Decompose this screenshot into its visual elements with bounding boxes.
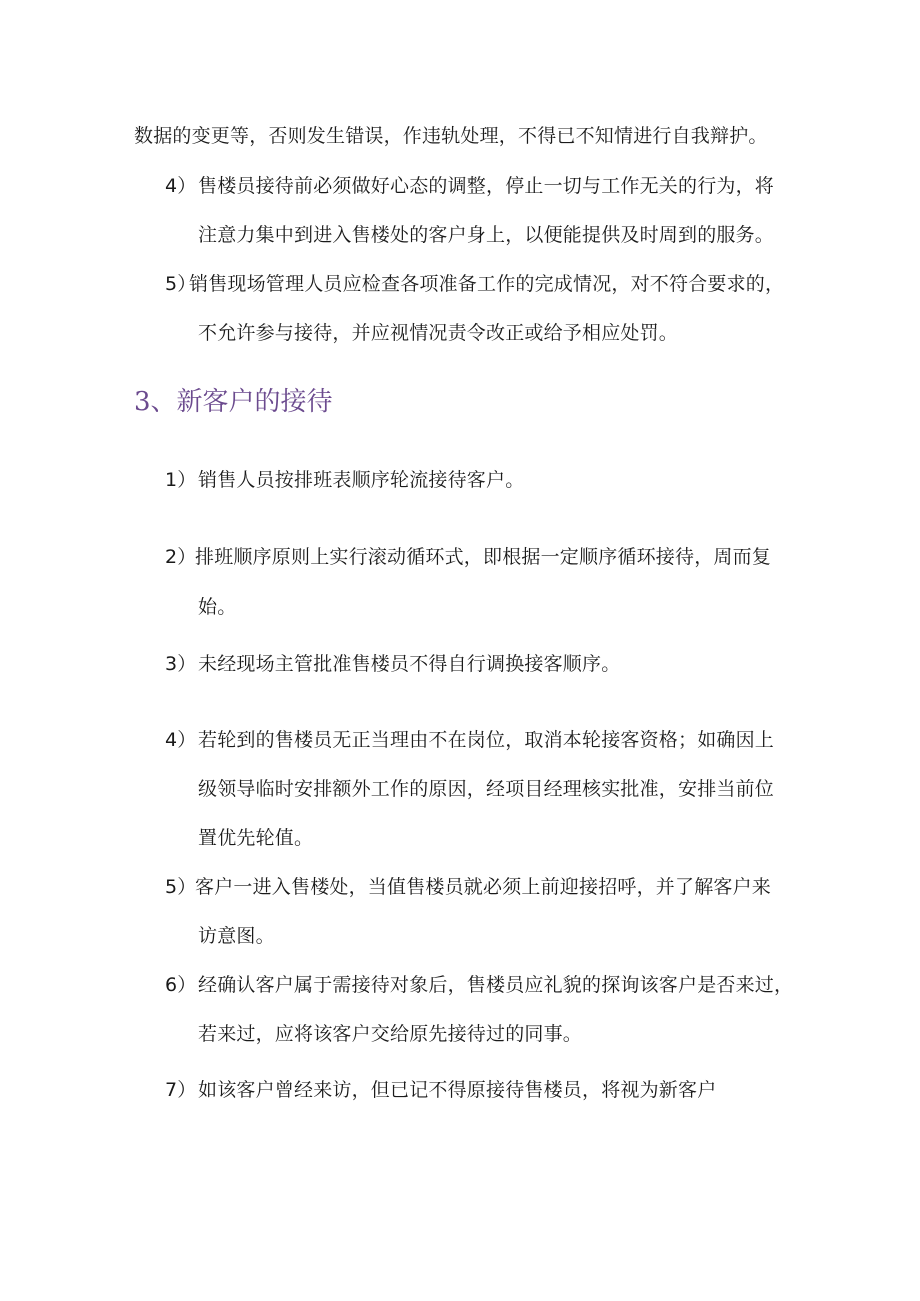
list-item [165, 466, 524, 494]
item-text: 售楼员接待前必须做好心态的调整，停止一切与工作无关的行为，将 [198, 175, 775, 197]
item-text: 不允许参与接待，并应视情况责令改正或给予相应处罚。 [198, 322, 679, 344]
item-number: 1） [165, 469, 197, 491]
item-text: 若来过，应将该客户交给原先接待过的同事。 [198, 1023, 583, 1045]
item-text: 访意图。 [198, 925, 275, 947]
list-item-continuation [198, 922, 275, 950]
list-item-continuation [198, 593, 236, 621]
item-text: 销售现场管理人员应检查各项准备工作的完成情况，对不符合要求的， [189, 273, 785, 295]
list-item-continuation [198, 824, 313, 852]
item-text: 级领导临时安排额外工作的原因，经项目经理核实批准，安排当前位 [198, 778, 775, 800]
paragraph-continuation [134, 122, 768, 150]
item-number: 4） [165, 175, 197, 197]
continuation-text: 数据的变更等，否则发生错误，作违轨处理，不得已不知情进行自我辩护。 [134, 125, 768, 147]
item-text: 未经现场主管批准售楼员不得自行调换接客顺序。 [198, 653, 621, 675]
item-number: 2） [165, 546, 197, 568]
item-text: 销售人员按排班表顺序轮流接待客户。 [198, 469, 525, 491]
list-item-continuation [198, 319, 678, 347]
item-text: 置优先轮值。 [198, 827, 314, 849]
item-number: 4） [165, 729, 197, 751]
list-item-continuation [198, 221, 774, 249]
item-text: 经确认客户属于需接待对象后，售楼员应礼貌的探询该客户是否来过， [198, 974, 794, 996]
item-text: 始。 [198, 596, 237, 618]
list-item [165, 726, 774, 754]
section-heading: 3、新客户的接待 [134, 387, 333, 417]
list-item [165, 873, 771, 901]
item-number: 5） [165, 876, 197, 898]
item-number: 6） [165, 974, 197, 996]
list-item-continuation [198, 1020, 582, 1048]
list-item [165, 270, 784, 298]
item-number: 5） [165, 273, 197, 295]
item-text: 客户一进入售楼处，当值售楼员就必须上前迎接招呼，并了解客户来 [195, 876, 772, 898]
list-item-continuation [198, 775, 774, 803]
list-item [165, 971, 793, 999]
item-text: 排班顺序原则上实行滚动循环式，即根据一定顺序循环接待，周而复 [195, 546, 772, 568]
item-text: 注意力集中到进入售楼处的客户身上，以便能提供及时周到的服务。 [198, 224, 775, 246]
item-number: 7） [165, 1079, 197, 1101]
list-item [165, 543, 771, 571]
item-text: 若轮到的售楼员无正当理由不在岗位，取消本轮接客资格；如确因上 [198, 729, 775, 751]
list-item [165, 1076, 716, 1104]
list-item [165, 172, 774, 200]
list-item [165, 650, 620, 678]
item-text: 如该客户曾经来访，但已记不得原接待售楼员，将视为新客户 [198, 1079, 717, 1101]
item-number: 3） [165, 653, 197, 675]
